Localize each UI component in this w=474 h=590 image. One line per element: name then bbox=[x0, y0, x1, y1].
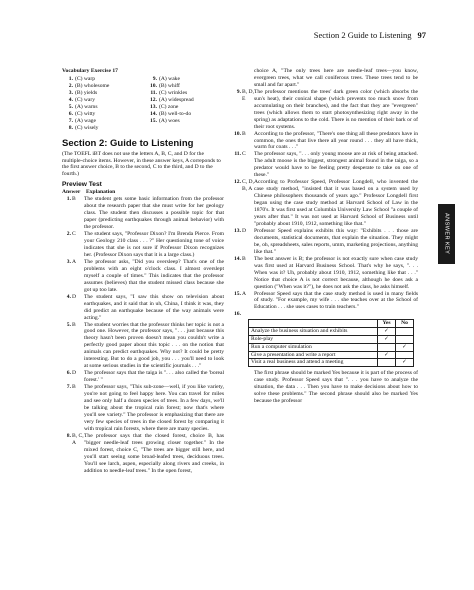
vocab-answer: (A) widespread bbox=[159, 96, 194, 103]
answer-label bbox=[232, 256, 254, 291]
answer-explanation: The professor says, "This sub-zone—well, if you like variety, you're not going to feel happy here. You can travel for miles and see only half a dozen species of trees. In a few days, we'll be talking about the tropical rain forest; now that's where you'll see variety." The professor is emphasizing that there are very few species of trees in the closed forest by comparing it with tropical rain forests, where there are many species. bbox=[84, 384, 224, 432]
answer-choice: B bbox=[72, 384, 76, 391]
vocab-item bbox=[146, 111, 224, 118]
answer-choice: C bbox=[72, 231, 76, 238]
question-number: 6. bbox=[66, 370, 71, 377]
vocab-item bbox=[62, 111, 140, 118]
vocab-answer: (C) zone bbox=[159, 103, 179, 110]
answer-label bbox=[62, 370, 84, 384]
table-cell-no: ✓ bbox=[396, 359, 414, 367]
table-row bbox=[249, 359, 414, 367]
question-number: 5. bbox=[66, 321, 71, 328]
answer-entry bbox=[232, 228, 418, 256]
answer-explanation: The student gets some basic information from the professor about the research paper that she must write for her geology class. The student then discusses a possible topic for that paper (predicting earthquakes through animal behavior) with the professor. bbox=[84, 196, 224, 231]
answer-explanation: The professor says that the closed forest, choice B, has "bigger needle-leaf trees growing closer together." In the mixed forest, choice C, "The trees are bigger still here, and you'll start seeing some broad-leafed trees, deciduous trees. You'll see larch, aspen, especially along rivers and creeks, in addition to needle-leaf trees." In the open forest, bbox=[84, 432, 224, 474]
vocab-item bbox=[62, 125, 140, 132]
answer-label bbox=[232, 291, 254, 312]
preview-test-title: Preview Test bbox=[62, 181, 102, 189]
question-number: 7. bbox=[66, 384, 71, 391]
answer-entry bbox=[232, 291, 418, 312]
answer-entry bbox=[232, 179, 418, 228]
running-head bbox=[314, 30, 426, 40]
table-row bbox=[249, 351, 414, 359]
yes-no-table bbox=[248, 319, 414, 367]
answer-label bbox=[62, 322, 84, 371]
answer-explanation: Professor Speed explains exhibits this way: "Exhibits . . . those are documents, statistical documents, that explain the situation. They might be, oh, spreadsheets, sales reports, umm, marketing projections, anything like that." bbox=[254, 227, 418, 255]
vocab-number: 4. bbox=[68, 96, 73, 103]
table-cell-item: Visit a real business and attend a meeting bbox=[249, 359, 378, 367]
answer-explanation: The best answer is B; the professor is not exactly sure when case study was first used at Harvard Business School. That's why he says, ". . . When was it? Uh, probably about 1910, 1912, something like that . . ." Notice that choice A is not correct because, although he does ask a question ("When was it?"), he does not ask the class, he asks himself. bbox=[254, 255, 418, 290]
vocab-item bbox=[146, 90, 224, 97]
answer-choice: D bbox=[72, 370, 77, 377]
vocab-answer: (C) wisely bbox=[75, 124, 99, 131]
question-number: 14. bbox=[234, 255, 241, 262]
vocab-exercise-title: Vocabulary Exercise 17 bbox=[62, 68, 118, 74]
vocab-number: 6. bbox=[68, 110, 73, 117]
table-cell-item: Give a presentation and write a report bbox=[249, 351, 378, 359]
vocab-answer: (B) wholesome bbox=[75, 82, 110, 89]
answer-choice: C, D, B, A bbox=[242, 179, 254, 193]
question-number: 4. bbox=[66, 293, 71, 300]
q16-explanation: The first phrase should be marked Yes because it is part of the process of case study. Professor Speed says that ". . . you have to analyze the situation, the data . . . Then you have to make decisions about how to solve these problems." The second phrase should also be marked Yes because the professor bbox=[254, 370, 418, 404]
answer-label bbox=[232, 151, 254, 179]
side-tab-label: ANSWER KEY bbox=[443, 213, 450, 255]
table-row bbox=[249, 343, 414, 351]
vocab-answer: (C) warp bbox=[75, 75, 96, 82]
answer-entry bbox=[62, 259, 224, 294]
vocab-answer: (A) warns bbox=[75, 103, 98, 110]
answer-entry-16 bbox=[232, 311, 418, 318]
vocab-item bbox=[146, 118, 224, 125]
question-number: 9. bbox=[236, 88, 241, 95]
vocab-item bbox=[62, 97, 140, 104]
answer-label bbox=[232, 131, 254, 152]
question-number: 3. bbox=[66, 258, 71, 265]
continued-explanation: choice A, "The only trees here are needle-leaf trees—you know, evergreen trees, what we call coniferous trees. These trees tend to be small and far apart." bbox=[254, 68, 418, 88]
vocab-item bbox=[62, 76, 140, 83]
answer-label bbox=[62, 294, 84, 322]
question-number: 15. bbox=[234, 290, 241, 297]
vocab-number: 7. bbox=[68, 117, 73, 124]
vocab-item bbox=[146, 76, 224, 83]
page-number: 97 bbox=[417, 30, 426, 40]
table-cell-no bbox=[396, 351, 414, 359]
answer-choice: A bbox=[242, 290, 247, 297]
answer-label bbox=[232, 89, 254, 131]
answer-choice: B bbox=[242, 130, 246, 137]
vocab-item bbox=[146, 125, 224, 132]
answer-key-side-tab bbox=[438, 204, 455, 264]
table-cell-yes: ✓ bbox=[378, 351, 396, 359]
answer-entry bbox=[232, 89, 418, 131]
vocab-number: 13. bbox=[150, 103, 157, 110]
vocab-answer: (C) wrinkles bbox=[159, 89, 188, 96]
vocab-answer: (A) woes bbox=[159, 117, 180, 124]
answer-choice: B, D, E bbox=[242, 88, 254, 102]
table-row bbox=[249, 328, 414, 336]
vocab-item bbox=[62, 118, 140, 125]
vocab-item bbox=[146, 104, 224, 111]
answer-explanation: The professor says, ". . . only young moose are at risk of being attacked. The adult moose is the biggest, strongest animal found in the taiga, so a predator would have to be feeling pretty desperate to take on one of these." bbox=[254, 151, 418, 179]
vocab-answer-grid bbox=[62, 76, 224, 132]
vocab-number: 8. bbox=[68, 124, 73, 131]
answer-choice: B bbox=[72, 196, 76, 203]
table-header-yes: Yes bbox=[378, 320, 396, 328]
explanation-header: Explanation bbox=[86, 189, 116, 196]
table-cell-yes: ✓ bbox=[378, 328, 396, 336]
vocab-number: 5. bbox=[68, 103, 73, 110]
answer-label bbox=[62, 196, 84, 231]
answer-entry bbox=[62, 384, 224, 433]
table-cell-no bbox=[396, 335, 414, 343]
answer-entry bbox=[62, 370, 224, 384]
table-header-row bbox=[249, 320, 414, 328]
table-cell-yes bbox=[378, 343, 396, 351]
question-number: 8. bbox=[66, 432, 71, 439]
answer-entry bbox=[62, 433, 224, 475]
table-cell-yes bbox=[378, 359, 396, 367]
vocab-answer: (A) wage bbox=[75, 117, 96, 124]
answer-explanation: The student says, "I saw this show on television about earthquakes, and it said that in uh, China, I think it was, they did predict an earthquake because of the way animals were acting." bbox=[84, 293, 224, 321]
answer-explanation: According to Professor Speed, Professor Longdell, who invented the case study method, "insisted that it was based on a system used by Chinese philosophers thousands of years ago." Professor Longdell first began using the case study method at Harvard School of Law in the 1870's. It was first used at Columbia University Law School "a couple of years after that." It was not used at Harvard School of Business until "probably about 1910, 1912, something like that." bbox=[254, 179, 418, 227]
right-column bbox=[232, 68, 418, 405]
table-cell-item: Analyze the business situation and exhibits bbox=[249, 328, 378, 336]
answer-choice: C bbox=[242, 151, 246, 158]
table-cell-yes: ✓ bbox=[378, 335, 396, 343]
table-cell-no: ✓ bbox=[396, 343, 414, 351]
vocab-number: 14. bbox=[150, 110, 157, 117]
answer-label bbox=[62, 384, 84, 433]
vocab-item bbox=[62, 104, 140, 111]
answer-label bbox=[62, 259, 84, 294]
vocab-number: 15. bbox=[150, 117, 157, 124]
running-head-title: Section 2 Guide to Listening bbox=[313, 30, 412, 40]
answer-label bbox=[232, 228, 254, 256]
answer-label bbox=[62, 231, 84, 259]
vocab-answer: (C) wary bbox=[75, 96, 96, 103]
answer-choice: B, C, A bbox=[72, 432, 84, 446]
table-cell-item: Run a computer simulation bbox=[249, 343, 378, 351]
vocab-number: 12. bbox=[150, 96, 157, 103]
section-title: Section 2: Guide to Listening bbox=[62, 137, 194, 149]
vocab-number: 10. bbox=[150, 82, 157, 89]
table-row bbox=[249, 335, 414, 343]
vocab-answer: (A) wake bbox=[159, 75, 180, 82]
question-number: 12. bbox=[234, 179, 241, 186]
question-number: 10. bbox=[234, 130, 241, 137]
answer-explanation: Professor Speed says that the case study method is used in many fields of study. "For example, my wife . . . she teaches over at the School of Education . . . she uses cases to train teachers." bbox=[254, 290, 418, 311]
table-header-item bbox=[249, 320, 378, 328]
vocab-number bbox=[146, 125, 157, 132]
answer-explanation: The professor mentions the trees' dark green color (which absorbs the sun's heat), their conical shape (which prevents too much snow from accumulating on their branches), and the fact that they are "evergreen" trees (which allows them to start photosynthesizing right away in the spring) as adaptations to the cold. There is no mention of their bark or of their root systems. bbox=[254, 88, 418, 130]
answer-explanation: The professor asks, "Did you oversleep? That's one of the problems with an eight o'clock class. I almost overslept myself a couple of times." This indicates that the professor assumes (believes) that the student missed class because she got up too late. bbox=[84, 258, 224, 293]
question-number: 1. bbox=[66, 196, 71, 203]
left-answer-list bbox=[62, 196, 224, 474]
answer-entry bbox=[62, 231, 224, 259]
table-cell-item: Role-play bbox=[249, 335, 378, 343]
answer-explanation: The student says, "Professor Dixon? I'm Brenda Pierce. From your Geology 210 class . . . ?" Her questioning tone of voice indicates that she is not sure if Professor Dixon recognizes her. (Professor Dixon says that it is a large class.) bbox=[84, 231, 224, 258]
table-header-no: No bbox=[396, 320, 414, 328]
question-number: 16. bbox=[234, 311, 241, 318]
answer-label bbox=[232, 179, 254, 228]
answer-entry bbox=[62, 196, 224, 231]
answer-choice: D bbox=[72, 293, 77, 300]
vocab-number: 11. bbox=[150, 89, 157, 96]
vocab-item bbox=[62, 90, 140, 97]
vocab-number: 9. bbox=[152, 75, 157, 82]
answer-entry bbox=[232, 256, 418, 291]
answer-entry bbox=[62, 294, 224, 322]
vocab-number: 1. bbox=[68, 75, 73, 82]
vocab-item bbox=[62, 83, 140, 90]
vocab-answer: (B) yields bbox=[75, 89, 98, 96]
vocab-answer: (C) witty bbox=[75, 110, 96, 117]
answer-choice: D bbox=[242, 227, 247, 234]
question-number: 13. bbox=[234, 227, 241, 234]
vocab-number: 3. bbox=[68, 89, 73, 96]
answer-entry bbox=[62, 322, 224, 371]
answer-choice: A bbox=[72, 258, 77, 265]
question-number: 11. bbox=[234, 151, 241, 158]
table-cell-no bbox=[396, 328, 414, 336]
answer-header: Answer bbox=[62, 189, 81, 196]
vocab-answer: (B) whiff bbox=[159, 82, 180, 89]
vocab-number: 2. bbox=[68, 82, 73, 89]
left-column bbox=[62, 68, 224, 474]
answer-explanation: The professor says that the taiga is ". . . also called the 'boreal forest.' " bbox=[84, 370, 224, 384]
answer-entry bbox=[232, 131, 418, 152]
vocab-item bbox=[146, 97, 224, 104]
question-number: 2. bbox=[66, 231, 71, 238]
right-answer-list bbox=[232, 89, 418, 312]
answer-choice: B bbox=[72, 321, 76, 328]
answer-label bbox=[62, 433, 84, 475]
answer-explanation: The student worries that the professor thinks her topic is not a good one. However, the professor says, ". . . just because this theory hasn't been proven doesn't mean you couldn't write a perfectly good paper about this topic . . . on the notion that animals can predict earthquakes. Why not? It could be pretty interesting. But to do a good job, you . . . you'll need to look at some serious studies in the scientific journals . . ." bbox=[84, 321, 224, 370]
answer-choice: B bbox=[242, 255, 246, 262]
vocab-item bbox=[146, 83, 224, 90]
vocab-answer: (B) well-to-do bbox=[159, 110, 192, 117]
section-intro: (The TOEFL iBT does not use the letters A, B, C, and D for the multiple-choice items. However, in these answer keys, A correponds to the first answer choice, B to the second, C to the third, and D to the fourth.) bbox=[62, 150, 221, 178]
answer-explanation: According to the professor, "There's one thing all these predators have in common, the ones that live there all year round . . . they all have thick, warm fur coats . . ." bbox=[254, 130, 418, 151]
answer-entry bbox=[232, 151, 418, 179]
